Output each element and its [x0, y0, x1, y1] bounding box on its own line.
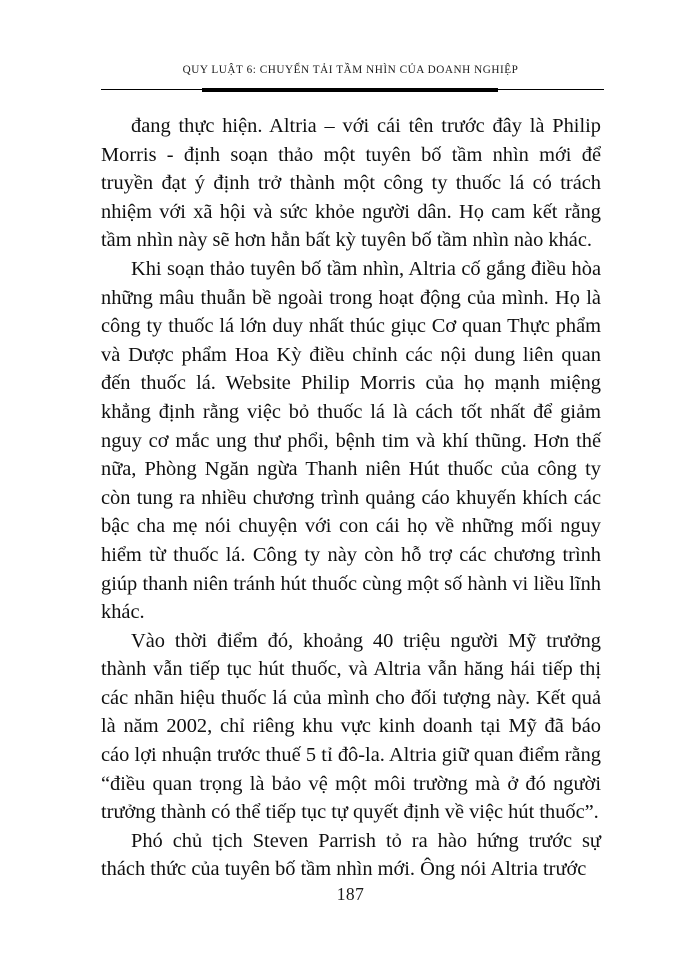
paragraph: Phó chủ tịch Steven Parrish tỏ ra hào hứng trước sự thách thức của tuyên bố tầm nhìn mới. Ông nói Altria trước — [101, 829, 601, 881]
paragraph: Vào thời điểm đó, khoảng 40 triệu người Mỹ trưởng thành vẫn tiếp tục hút thuốc, và Altria vẫn hăng hái tiếp thị các nhãn hiệu thuốc lá của mình cho đối tượng này. Kết quả là năm 2002, chỉ riêng khu vực kinh doanh tại Mỹ đã báo cáo lợi nhuận trước thuế 5 tỉ đô-la. Altria giữ quan điểm rằng “điều quan trọng là bảo vệ một môi trường mà ở đó người trưởng thành có thể tiếp tục tự quyết định về việc hút thuốc”. — [101, 629, 601, 824]
page-footer — [101, 884, 600, 905]
paragraph: Khi soạn thảo tuyên bố tầm nhìn, Altria cố gắng điều hòa những mâu thuẫn bề ngoài trong hoạt động của mình. Họ là công ty thuốc lá lớn duy nhất thúc giục Cơ quan Thực phẩm và Dược phẩm Hoa Kỳ điều chỉnh các nội dung liên quan đến thuốc lá. Website Philip Morris của họ mạnh miệng khẳng định rằng việc bỏ thuốc lá là cách tốt nhất để giảm nguy cơ mắc ung thư phổi, bệnh tim và khí thũng. Hơn thế nữa, Phòng Ngăn ngừa Thanh niên Hút thuốc của công ty còn tung ra nhiều chương trình quảng cáo khuyến khích các bậc cha mẹ nói chuyện với con cái họ về những mối nguy hiểm từ thuốc lá. Công ty này còn hỗ trợ các chương trình giúp thanh niên tránh hút thuốc cùng một số hành vi liều lĩnh khác. — [101, 257, 601, 624]
header-rule-thick-segment — [202, 88, 498, 92]
header-rule — [101, 88, 604, 94]
paragraph: đang thực hiện. Altria – với cái tên trước đây là Philip Morris - định soạn thảo một tuyên bố tầm nhìn mới để truyền đạt ý định trở thành một công ty thuốc lá có trách nhiệm với xã hội và sức khỏe người dân. Họ cam kết rằng tầm nhìn này sẽ hơn hẳn bất kỳ tuyên bố tầm nhìn nào khác. — [101, 115, 601, 252]
page-number: 187 — [336, 884, 365, 904]
running-head — [101, 60, 600, 78]
running-head-text: QUY LUẬT 6: CHUYỂN TẢI TẦM NHÌN CỦA DOANH NGHIỆP — [182, 64, 519, 76]
body-text-block — [101, 112, 601, 884]
